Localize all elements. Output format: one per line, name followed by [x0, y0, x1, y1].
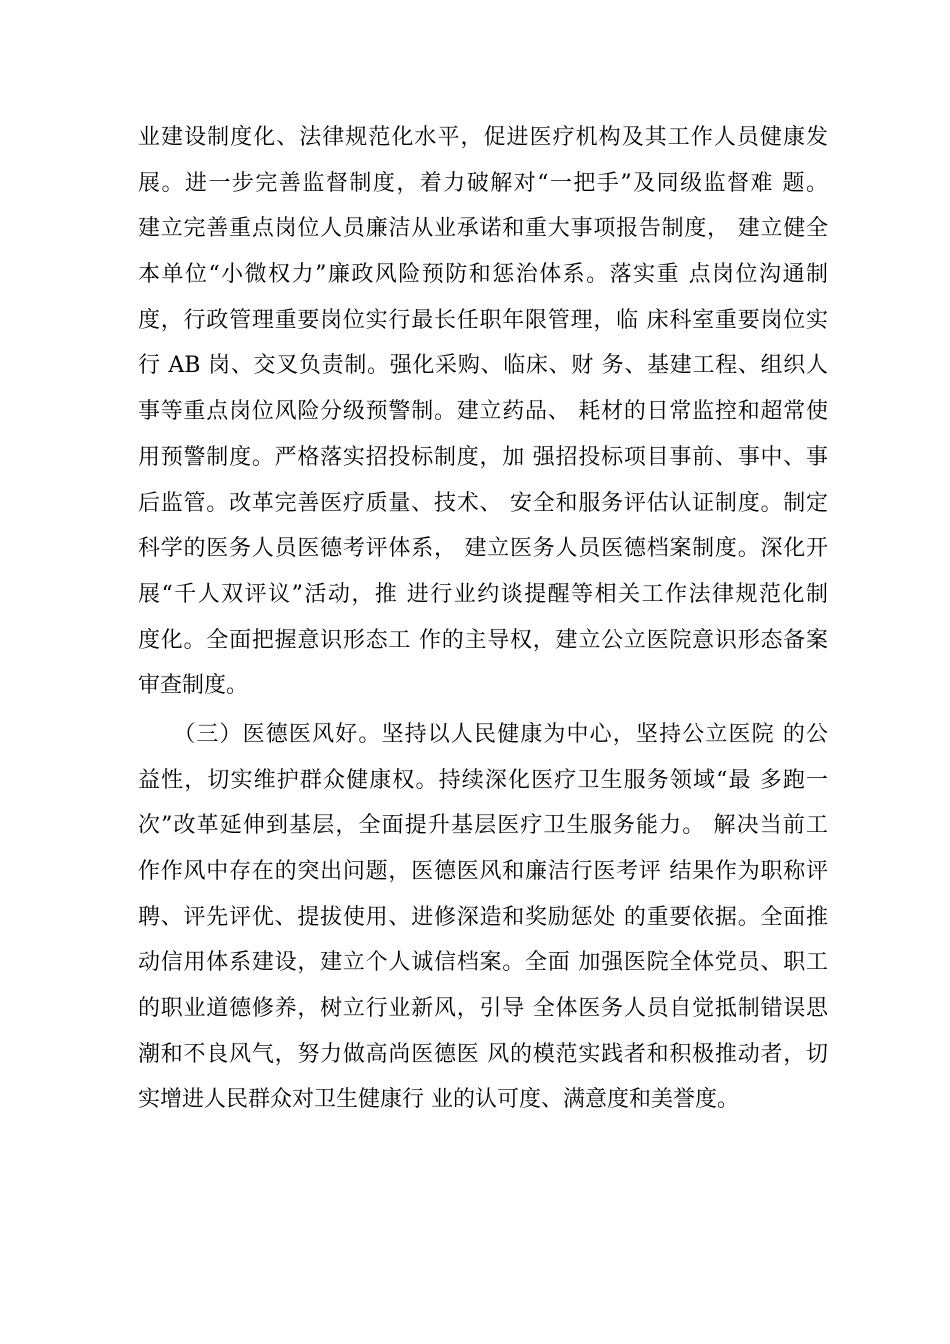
text-line: 展。进一步完善监督制度，着力破解对“一把手”及同级监督难 题。: [138, 170, 828, 196]
text-line: 的职业道德修养，树立行业新风，引导 全体医务人员自觉抵制错误思: [138, 996, 828, 1022]
text-line: 聘、评先评优、提拔使用、进修深造和奖励惩处 的重要依据。全面推: [138, 904, 828, 930]
paragraph-2: [138, 712, 828, 1123]
text-line: 潮和不良风气，努力做高尚医德医 风的模范实践者和积极推动者，切: [138, 1041, 828, 1067]
text-line: 度化。全面把握意识形态工 作的主导权，建立公立医院意识形态备案: [138, 627, 828, 653]
paragraph-1: [138, 115, 828, 709]
text-line: 建立完善重点岗位人员廉洁从业承诺和重大事项报告制度， 建立健全: [138, 216, 828, 242]
text-line: 作作风中存在的突出问题，医德医风和廉洁行医考评 结果作为职称评: [138, 859, 828, 884]
text-line: 行 AB 岗、交叉负责制。强化采购、临床、财 务、基建工程、组织人: [138, 353, 828, 379]
text-line: 用预警制度。严格落实招投标制度，加 强招投标项目事前、事中、事: [138, 444, 828, 470]
text-line: 业建设制度化、法律规范化水平，促进医疗机构及其工作人员健康发: [138, 125, 828, 150]
text-line: 审查制度。: [138, 673, 249, 699]
text-line: 动信用体系建设，建立个人诚信档案。全面 加强医院全体党员、职工: [138, 950, 828, 976]
text-line: 后监管。改革完善医疗质量、技术、 安全和服务评估认证制度。制定: [138, 490, 828, 516]
text-line: 益性，切实维护群众健康权。持续深化医疗卫生服务领域“最 多跑一: [138, 767, 828, 793]
text-line: 科学的医务人员医德考评体系， 建立医务人员医德档案制度。深化开: [138, 536, 828, 562]
text-line: 展“千人双评议”活动，推 进行业约谈提醒等相关工作法律规范化制: [138, 581, 828, 607]
document-body: [138, 115, 828, 1123]
text-line: 实增进人民群众对卫生健康行 业的认可度、满意度和美誉度。: [138, 1087, 739, 1113]
text-line: （三）医德医风好。坚持以人民健康为中心，坚持公立医院 的公: [138, 721, 828, 747]
text-line: 次”改革延伸到基层，全面提升基层医疗卫生服务能力。 解决当前工: [138, 813, 828, 839]
text-line: 本单位“小微权力”廉政风险预防和惩治体系。落实重 点岗位沟通制: [138, 262, 828, 288]
text-line: 事等重点岗位风险分级预警制。建立药品、 耗材的日常监控和超常使: [138, 399, 828, 425]
text-line: 度，行政管理重要岗位实行最长任职年限管理，临 床科室重要岗位实: [138, 307, 828, 333]
